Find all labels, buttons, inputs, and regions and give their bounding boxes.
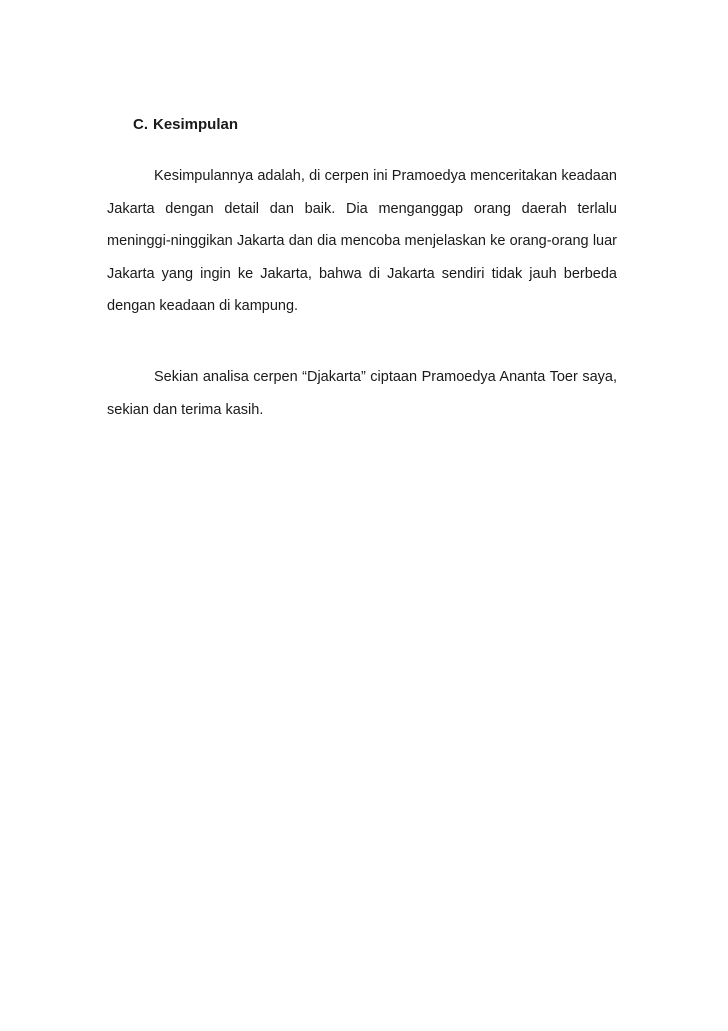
section-heading <box>133 116 238 134</box>
section-marker: C. <box>133 116 148 133</box>
conclusion-paragraph: Kesimpulannya adalah, di cerpen ini Pramoedya menceritakan keadaan Jakarta dengan detail dan baik. Dia menganggap orang daerah terlalu meninggi-ninggikan Jakarta dan dia mencoba menjelaskan ke orang-orang luar Jakarta yang ingin ke Jakarta, bahwa di Jakarta sendiri tidak jauh berbeda dengan keadaan di kampung. <box>107 168 617 314</box>
section-title: Kesimpulan <box>153 116 239 133</box>
closing-paragraph: Sekian analisa cerpen “Djakarta” ciptaan Pramoedya Ananta Toer saya, sekian dan terima kasih. <box>107 369 617 418</box>
